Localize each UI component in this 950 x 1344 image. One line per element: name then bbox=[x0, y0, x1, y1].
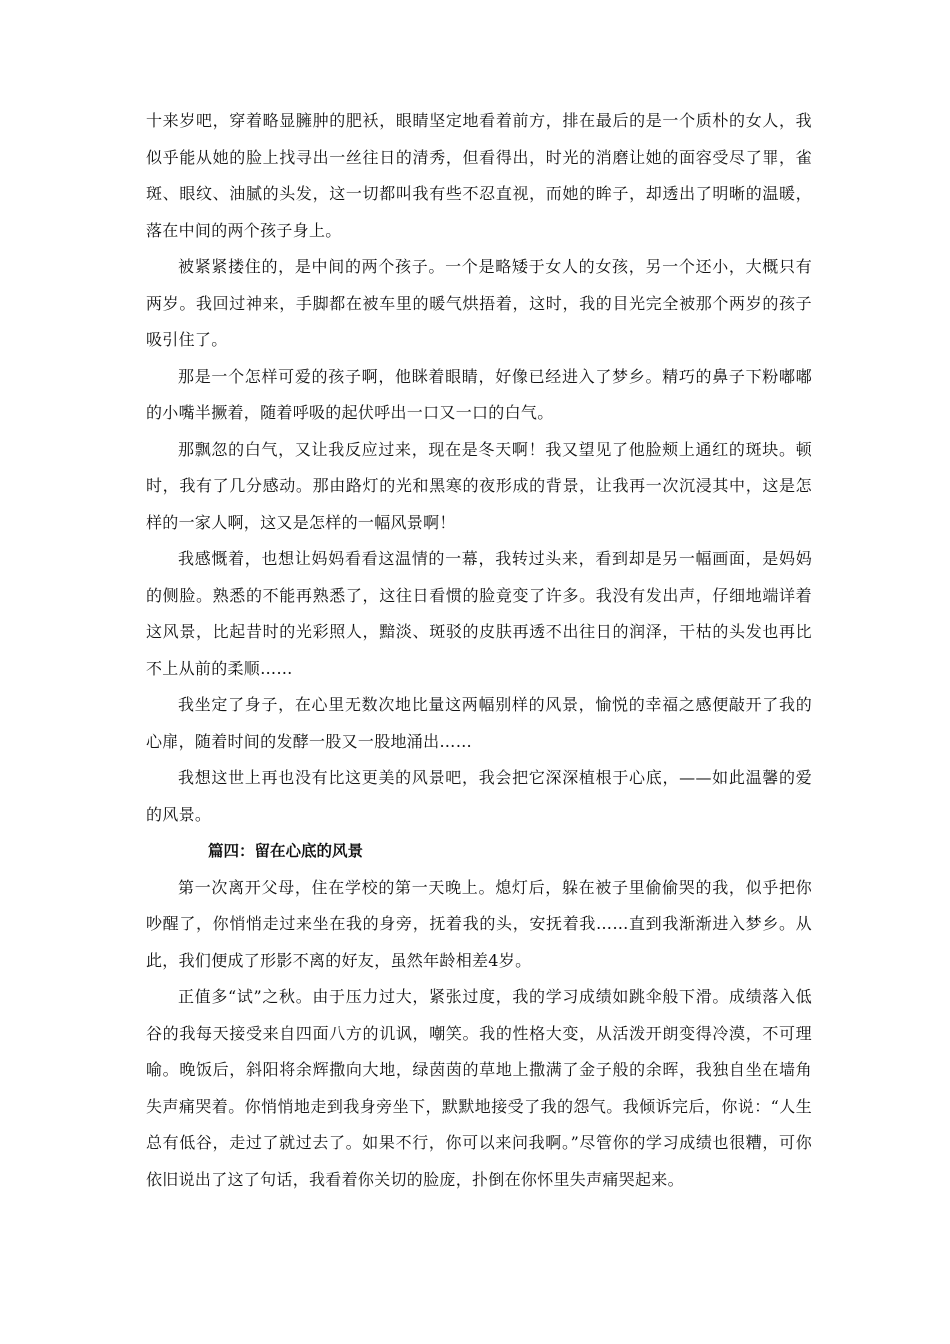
paragraph: 我坐定了身子，在心里无数次地比量这两幅别样的风景，愉悦的幸福之感便敲开了我的心扉，随着时间的发酵一股又一股地涌出…… bbox=[146, 695, 812, 751]
document-body bbox=[146, 103, 812, 1198]
paragraph: 被紧紧搂住的，是中间的两个孩子。一个是略矮于女人的女孩，另一个还小，大概只有两岁。我回过神来，手脚都在被车里的暖气烘捂着，这时，我的目光完全被那个两岁的孩子吸引住了。 bbox=[146, 257, 812, 349]
section-heading: 篇四：留在心底的风景 bbox=[208, 842, 364, 860]
paragraph: 我想这世上再也没有比这更美的风景吧，我会把它深深植根于心底，——如此温馨的爱的风景。 bbox=[146, 768, 812, 824]
paragraph: 那飘忽的白气，又让我反应过来，现在是冬天啊！我又望见了他脸颊上通红的斑块。顿时，我有了几分感动。那由路灯的光和黑寒的夜形成的背景，让我再一次沉浸其中，这是怎样的一家人啊，这又是怎样的一幅风景啊！ bbox=[146, 439, 812, 532]
paragraph: 那是一个怎样可爱的孩子啊，他眯着眼睛，好像已经进入了梦乡。精巧的鼻子下粉嘟嘟的小嘴半撅着，随着呼吸的起伏呼出一口又一口的白气。 bbox=[146, 366, 812, 422]
paragraph: 第一次离开父母，住在学校的第一天晚上。熄灯后，躲在被子里偷偷哭的我，似乎把你吵醒了，你悄悄走过来坐在我的身旁，抚着我的头，安抚着我……直到我渐渐进入梦乡。从此，我们便成了形影不离的好友，虽然年龄相差4岁。 bbox=[146, 877, 812, 970]
paragraph: 正值多“试”之秋。由于压力过大，紧张过度，我的学习成绩如跳伞般下滑。成绩落入低谷的我每天接受来自四面八方的讥讽，嘲笑。我的性格大变，从活泼开朗变得冷漠，不可理喻。晚饭后，斜阳将余辉撒向大地，绿茵茵的草地上撒满了金子般的余晖，我独自坐在墙角失声痛哭着。你悄悄地走到我身旁坐下，默默地接受了我的怨气。我倾诉完后，你说：“人生总有低谷，走过了就过去了。如果不行，你可以来问我啊。”尽管你的学习成绩也很糟，可你依旧说出了这了句话，我看着你关切的脸庞，扑倒在你怀里失声痛哭起来。 bbox=[146, 987, 812, 1189]
paragraph: 十来岁吧，穿着略显臃肿的肥袄，眼睛坚定地看着前方，排在最后的是一个质朴的女人，我似乎能从她的脸上找寻出一丝往日的清秀，但看得出，时光的消磨让她的面容受尽了罪，雀斑、眼纹、油腻的头发，这一切都叫我有些不忍直视，而她的眸子，却透出了明晰的温暖，落在中间的两个孩子身上。 bbox=[146, 111, 812, 240]
paragraph: 我感慨着，也想让妈妈看看这温情的一幕，我转过头来，看到却是另一幅画面，是妈妈的侧脸。熟悉的不能再熟悉了，这往日看惯的脸竟变了许多。我没有发出声，仔细地端详着这风景，比起昔时的光彩照人，黯淡、斑驳的皮肤再透不出往日的润泽，干枯的头发也再比不上从前的柔顺…… bbox=[146, 549, 812, 678]
